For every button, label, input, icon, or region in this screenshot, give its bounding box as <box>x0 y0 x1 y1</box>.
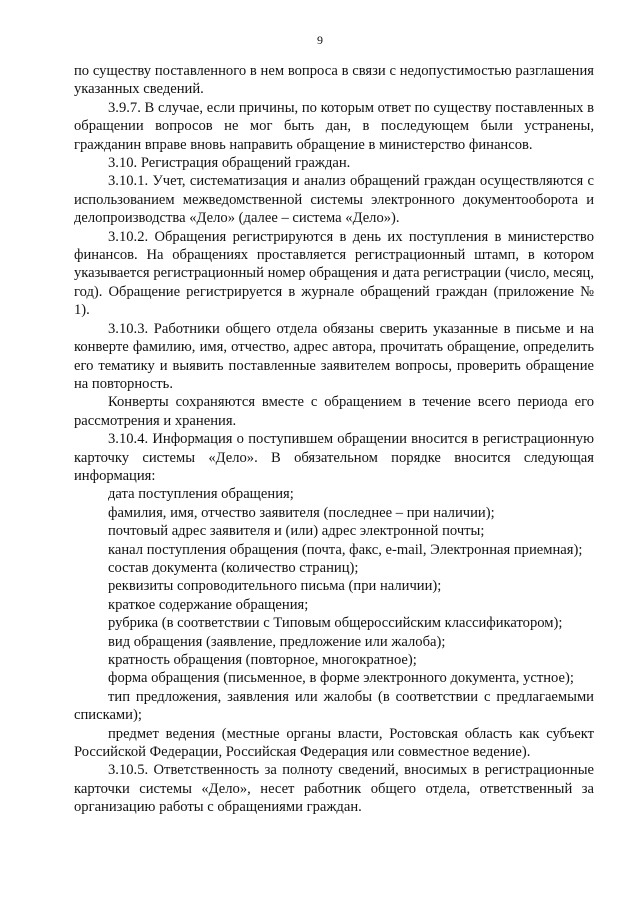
paragraph: 3.10.1. Учет, систематизация и анализ обращений граждан осуществляются с использованием межведомственной системы электронного документооборота и делопроизводства «Дело» (далее – система «Дело»). <box>74 173 594 227</box>
paragraph: 3.9.7. В случае, если причины, по которым ответ по существу поставленных в обращении вопросов не мог быть дан, в последующем были устранены, гражданин вправе вновь направить обращение в министерство финансов. <box>74 99 594 153</box>
paragraph: 3.10.4. Информация о поступившем обращении вносится в регистрационную карточку системы «Дело». В обязательном порядке вносится следующая информация: <box>74 431 594 484</box>
paragraph: предмет ведения (местные органы власти, Ростовская область как субъект Российской Федерации, Российская Федерация или совместное ведение). <box>74 725 594 761</box>
paragraph: кратность обращения (повторное, многократное); <box>108 652 417 668</box>
paragraph: канал поступления обращения (почта, факс, e-mail, Электронная приемная); <box>108 541 583 558</box>
paragraph: Конверты сохраняются вместе с обращением в течение всего периода его рассмотрения и хранения. <box>74 394 594 429</box>
paragraph: рубрика (в соответствии с Типовым общероссийским классификатором); <box>108 615 563 632</box>
paragraph: 3.10.5. Ответственность за полноту сведений, вносимых в регистрационные карточки системы «Дело», несет работник общего отдела, ответственный за организацию работы с обращениями граждан. <box>74 762 594 816</box>
paragraph: тип предложения, заявления или жалобы (в соответствии с предлагаемыми списками); <box>74 688 594 724</box>
paragraph: 3.10. Регистрация обращений граждан. <box>108 155 351 172</box>
paragraph: почтовый адрес заявителя и (или) адрес электронной почты; <box>108 523 485 540</box>
paragraph: краткое содержание обращения; <box>108 596 309 613</box>
document-body <box>74 62 594 817</box>
paragraph: состав документа (количество страниц); <box>108 559 359 576</box>
page-number: 9 <box>317 33 323 47</box>
paragraph: 3.10.3. Работники общего отдела обязаны сверить указанные в письме и на конверте фамилию, имя, отчество, адрес автора, прочитать обращение, определить его тематику и выявить поставленные заявителем вопросы, проверить обращение на повторность. <box>74 320 594 392</box>
paragraph: форма обращения (письменное, в форме электронного документа, устное); <box>108 670 574 687</box>
paragraph: по существу поставленного в нем вопроса в связи с недопустимостью разглашения указанных сведений. <box>74 63 594 98</box>
paragraph: реквизиты сопроводительного письма (при наличии); <box>108 578 442 595</box>
paragraph: 3.10.2. Обращения регистрируются в день их поступления в министерство финансов. На обращениях проставляется регистрационный штамп, в котором указывается регистрационный номер обращения и дата регистрации (число, месяц, год). Обращение регистрируется в журнале обращений граждан (приложение № 1). <box>74 228 594 319</box>
paragraph: вид обращения (заявление, предложение или жалоба); <box>108 633 446 650</box>
paragraph: фамилия, имя, отчество заявителя (последнее – при наличии); <box>108 504 495 521</box>
paragraph: дата поступления обращения; <box>108 486 294 503</box>
